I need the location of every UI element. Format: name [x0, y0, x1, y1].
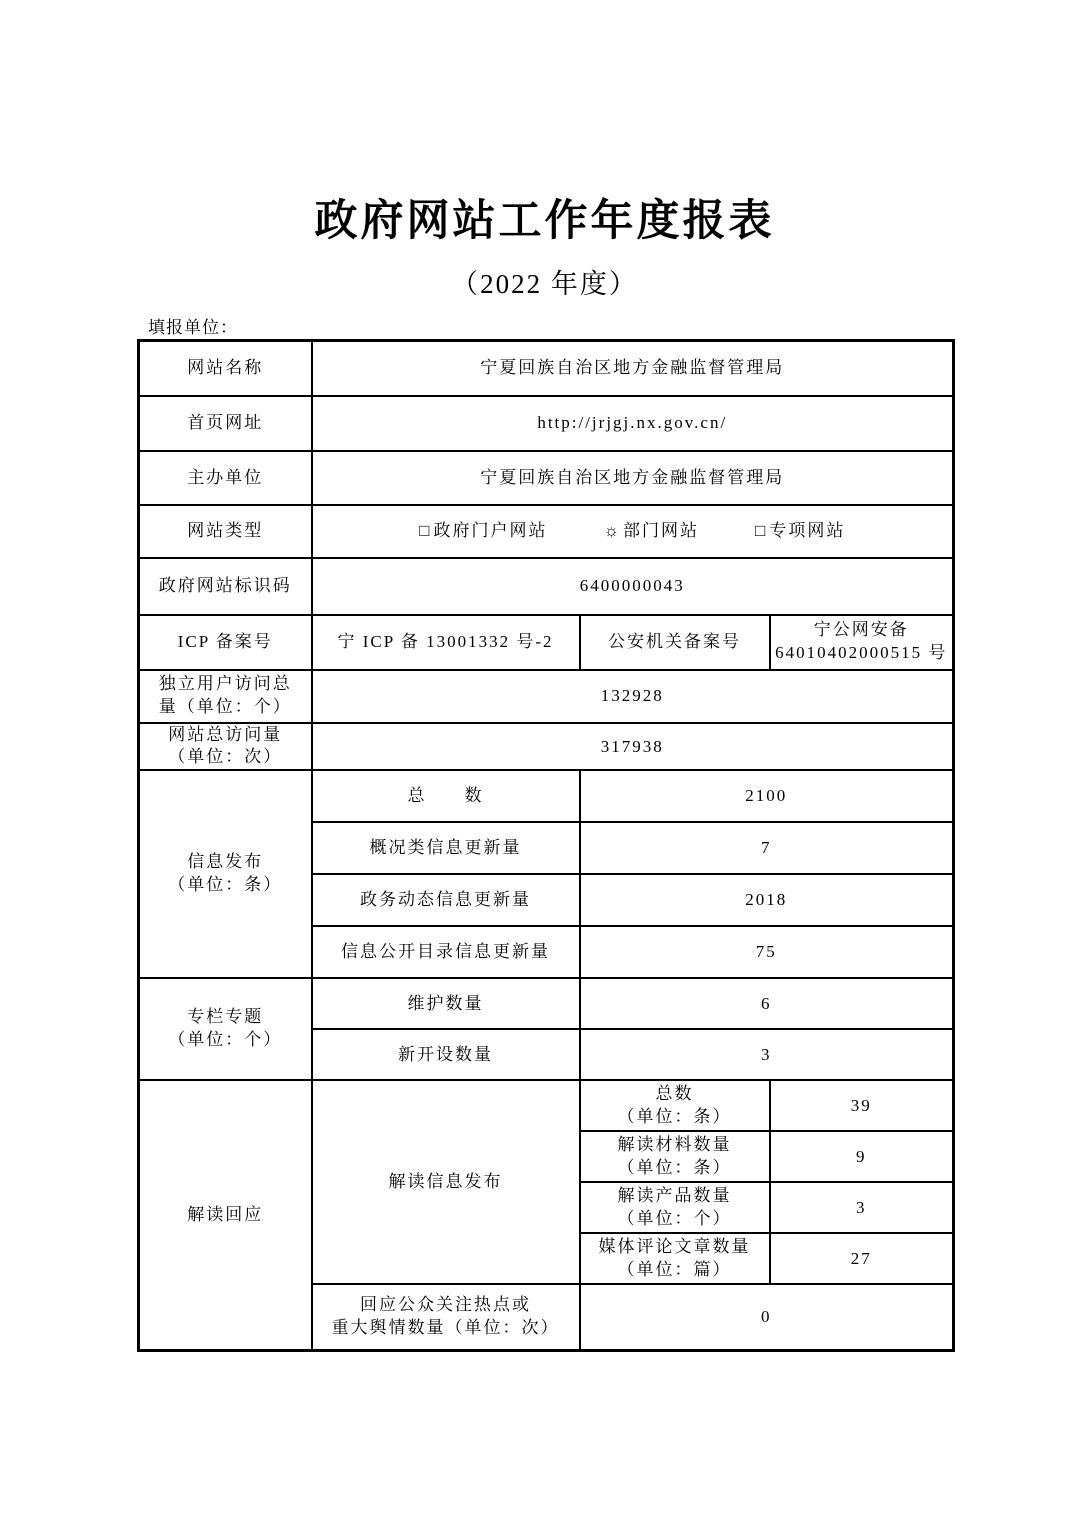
info-publish-item-label: 信息公开目录信息更新量	[312, 926, 580, 978]
info-publish-item-value: 2018	[580, 874, 954, 926]
hotspot-response-label: 回应公众关注热点或 重大舆情数量（单位：次）	[312, 1284, 580, 1350]
police-record-label: 公安机关备案号	[580, 615, 770, 670]
site-type-option-portal	[419, 519, 547, 543]
columns-topics-item-label: 新开设数量	[312, 1029, 580, 1080]
table-row	[139, 978, 954, 1029]
info-publish-label: 信息发布 （单位：条）	[139, 770, 312, 978]
unique-visitors-label: 独立用户访问总 量（单位：个）	[139, 670, 312, 723]
site-code-label: 政府网站标识码	[139, 558, 312, 615]
site-name-label: 网站名称	[139, 341, 312, 396]
columns-topics-item-label: 维护数量	[312, 978, 580, 1029]
police-record-value: 宁公网安备 64010402000515 号	[770, 615, 954, 670]
interpretation-item-value: 9	[770, 1131, 954, 1182]
info-publish-item-label: 概况类信息更新量	[312, 822, 580, 874]
interpretation-item-value: 27	[770, 1233, 954, 1284]
checkbox-unchecked-icon: □	[755, 521, 768, 541]
info-publish-item-value: 75	[580, 926, 954, 978]
info-publish-item-label: 政务动态信息更新量	[312, 874, 580, 926]
site-type-label: 网站类型	[139, 505, 312, 558]
page-subtitle: （2022 年度）	[451, 269, 638, 299]
site-type-option-label: 部门网站	[623, 521, 700, 541]
organizer-label: 主办单位	[139, 451, 312, 505]
checkbox-unchecked-icon: □	[419, 521, 432, 541]
site-type-option-label: 政府门户网站	[433, 521, 548, 541]
checkbox-selected-icon: ☼	[603, 521, 622, 541]
site-type-option-label: 专项网站	[769, 521, 846, 541]
table-row	[139, 505, 954, 558]
site-type-option-special	[755, 519, 845, 543]
table-row	[139, 615, 954, 670]
table-row	[139, 558, 954, 615]
unique-visitors-value: 132928	[312, 670, 954, 723]
interpretation-item-label: 解读材料数量 （单位：条）	[580, 1131, 770, 1182]
interpretation-publish-label: 解读信息发布	[312, 1080, 580, 1284]
interpretation-item-label: 总数 （单位：条）	[580, 1080, 770, 1131]
interpretation-item-label: 解读产品数量 （单位：个）	[580, 1182, 770, 1233]
site-code-value: 6400000043	[312, 558, 954, 615]
interpretation-item-value: 39	[770, 1080, 954, 1131]
hotspot-response-value: 0	[580, 1284, 954, 1350]
site-type-options	[312, 505, 954, 558]
table-row	[139, 770, 954, 822]
site-type-option-department	[603, 519, 699, 543]
table-row	[139, 1080, 954, 1131]
interpretation-item-label: 媒体评论文章数量 （单位：篇）	[580, 1233, 770, 1284]
total-visits-value: 317938	[312, 723, 954, 771]
table-row	[139, 451, 954, 505]
filler-unit-label: 填报单位：	[148, 318, 238, 337]
icp-label: ICP 备案号	[139, 615, 312, 670]
page-title: 政府网站工作年度报表	[314, 198, 775, 245]
info-publish-item-label: 总 数	[312, 770, 580, 822]
table-row	[139, 396, 954, 451]
info-publish-item-value: 7	[580, 822, 954, 874]
organizer-value: 宁夏回族自治区地方金融监督管理局	[312, 451, 954, 505]
annual-report-table	[137, 339, 955, 1352]
interpretation-label: 解读回应	[139, 1080, 312, 1350]
home-url-value: http://jrjgj.nx.gov.cn/	[312, 396, 954, 451]
site-name-value: 宁夏回族自治区地方金融监督管理局	[312, 341, 954, 396]
interpretation-item-value: 3	[770, 1182, 954, 1233]
table-row	[139, 670, 954, 723]
total-visits-label: 网站总访问量 （单位：次）	[139, 723, 312, 771]
columns-topics-item-value: 3	[580, 1029, 954, 1080]
table-row	[139, 723, 954, 771]
icp-value: 宁 ICP 备 13001332 号-2	[312, 615, 580, 670]
columns-topics-label: 专栏专题 （单位：个）	[139, 978, 312, 1080]
info-publish-item-value: 2100	[580, 770, 954, 822]
table-row	[139, 341, 954, 396]
home-url-label: 首页网址	[139, 396, 312, 451]
columns-topics-item-value: 6	[580, 978, 954, 1029]
